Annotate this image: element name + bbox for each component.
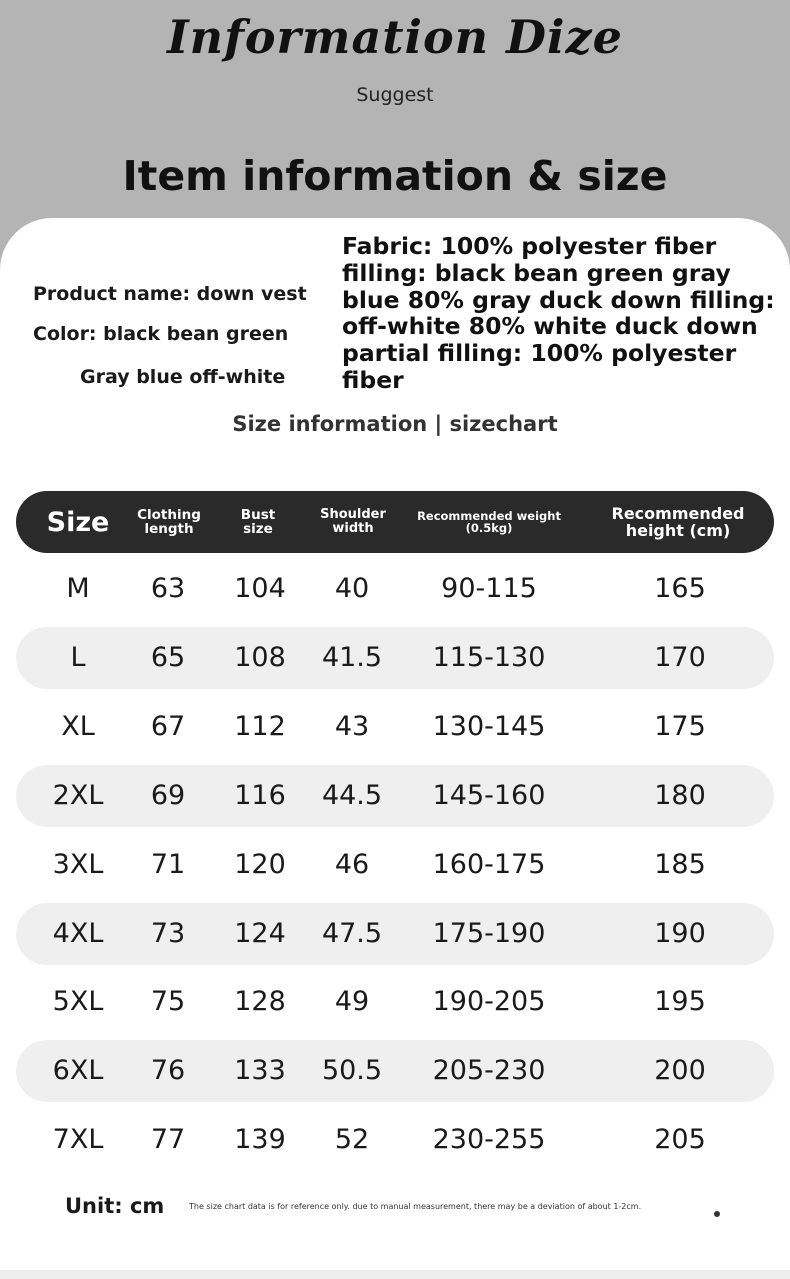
header-text: length xyxy=(144,521,194,537)
cell-weight: 130-145 xyxy=(432,710,546,742)
cell-size: 2XL xyxy=(52,779,104,811)
cell-bust: 104 xyxy=(234,573,286,604)
header-text: Shoulder xyxy=(320,507,386,522)
header-text: height (cm) xyxy=(625,521,731,540)
cell-shoulder: 40 xyxy=(334,573,370,604)
suggest-label: Suggest xyxy=(356,84,434,106)
cell-length: 65 xyxy=(150,641,186,673)
dot-mark xyxy=(714,1211,720,1217)
cell-size: XL xyxy=(61,710,95,742)
cell-weight: 160-175 xyxy=(432,848,546,880)
header-bust-size xyxy=(241,491,275,553)
header-shoulder-width xyxy=(320,491,386,553)
bottom-strip xyxy=(0,1270,790,1279)
cell-height: 180 xyxy=(654,779,706,811)
cell-size: 6XL xyxy=(52,1055,104,1087)
cell-length: 67 xyxy=(150,710,186,742)
cell-bust: 120 xyxy=(234,848,286,880)
cell-bust: 112 xyxy=(234,710,286,742)
cell-length: 75 xyxy=(150,986,186,1018)
header-text: width xyxy=(332,521,374,536)
cell-weight: 205-230 xyxy=(432,1055,546,1087)
table-header xyxy=(16,491,774,553)
cell-length: 76 xyxy=(150,1055,186,1087)
table-row xyxy=(16,1040,774,1102)
cell-bust: 139 xyxy=(234,1124,286,1156)
fabric-line: fiber xyxy=(342,365,404,394)
cell-size: 7XL xyxy=(52,1124,104,1156)
cell-shoulder: 46 xyxy=(334,848,370,880)
table-row xyxy=(16,696,774,758)
cell-length: 69 xyxy=(150,779,186,811)
unit-label: Unit: cm xyxy=(65,1194,165,1218)
cell-bust: 128 xyxy=(234,986,286,1018)
cell-size: 3XL xyxy=(52,848,104,880)
page-title: Item information & size xyxy=(122,152,668,200)
cell-size: 4XL xyxy=(52,917,104,949)
header-text: Recommended xyxy=(611,504,745,523)
product-color: Color: black bean green xyxy=(33,323,289,345)
cell-weight: 230-255 xyxy=(432,1124,546,1156)
header-size: Size xyxy=(46,506,110,538)
table-row xyxy=(16,627,774,689)
cell-weight: 115-130 xyxy=(432,641,546,673)
cell-bust: 133 xyxy=(234,1055,286,1087)
cell-weight: 190-205 xyxy=(432,986,546,1018)
table-row xyxy=(16,971,774,1033)
header-text: Clothing xyxy=(137,507,201,523)
cell-length: 77 xyxy=(150,1124,186,1156)
fabric-line: partial filling: 100% polyester xyxy=(342,339,737,368)
table-row xyxy=(16,903,774,965)
cell-shoulder: 49 xyxy=(334,986,370,1018)
cell-height: 170 xyxy=(654,641,706,673)
cell-weight: 90-115 xyxy=(441,573,537,604)
cell-shoulder: 41.5 xyxy=(321,641,383,673)
fabric-line: Fabric: 100% polyester fiber xyxy=(342,232,717,260)
cell-height: 175 xyxy=(654,710,706,742)
cell-bust: 124 xyxy=(234,917,286,949)
cell-height: 195 xyxy=(654,986,706,1018)
cell-shoulder: 50.5 xyxy=(321,1055,383,1087)
header-clothing-length xyxy=(137,491,201,553)
header-text: (0.5kg) xyxy=(465,521,513,535)
cell-length: 71 xyxy=(150,848,186,880)
header-recommended-height xyxy=(612,491,745,553)
product-name: Product name: down vest xyxy=(33,283,307,305)
cell-size: M xyxy=(66,573,90,604)
fabric-line: filling: black bean green gray xyxy=(342,258,731,287)
size-info-title: Size information | sizechart xyxy=(232,412,558,436)
fabric-line: off-white 80% white duck down xyxy=(342,312,758,341)
cell-bust: 108 xyxy=(234,641,286,673)
fabric-line: blue 80% gray duck down filling: xyxy=(342,285,775,314)
header-text: Bust xyxy=(240,507,276,523)
table-row xyxy=(16,834,774,896)
table-row xyxy=(16,558,774,620)
cell-height: 190 xyxy=(654,917,706,949)
table-row xyxy=(16,765,774,827)
header-recommended-weight xyxy=(417,491,561,553)
cell-length: 63 xyxy=(150,573,186,604)
header-text: Recommended weight xyxy=(417,509,561,523)
cell-size: 5XL xyxy=(52,986,104,1018)
cell-shoulder: 47.5 xyxy=(321,917,383,949)
header-text: size xyxy=(243,521,273,537)
cell-height: 200 xyxy=(654,1055,706,1087)
cell-weight: 145-160 xyxy=(432,779,546,811)
script-title: Information Dize xyxy=(167,10,623,64)
cell-height: 185 xyxy=(654,848,706,880)
product-color-continued: Gray blue off-white xyxy=(80,366,286,388)
cell-height: 165 xyxy=(654,573,706,604)
fabric-description xyxy=(342,233,782,394)
cell-bust: 116 xyxy=(234,779,286,811)
cell-length: 73 xyxy=(150,917,186,949)
size-note: The size chart data is for reference only. due to manual measurement, there may be a deviation of about 1-2cm. xyxy=(189,1202,642,1211)
cell-size: L xyxy=(70,641,86,673)
cell-shoulder: 43 xyxy=(334,710,370,742)
cell-height: 205 xyxy=(654,1124,706,1156)
cell-weight: 175-190 xyxy=(432,917,546,949)
table-row xyxy=(16,1109,774,1171)
cell-shoulder: 44.5 xyxy=(321,779,383,811)
cell-shoulder: 52 xyxy=(334,1124,370,1156)
